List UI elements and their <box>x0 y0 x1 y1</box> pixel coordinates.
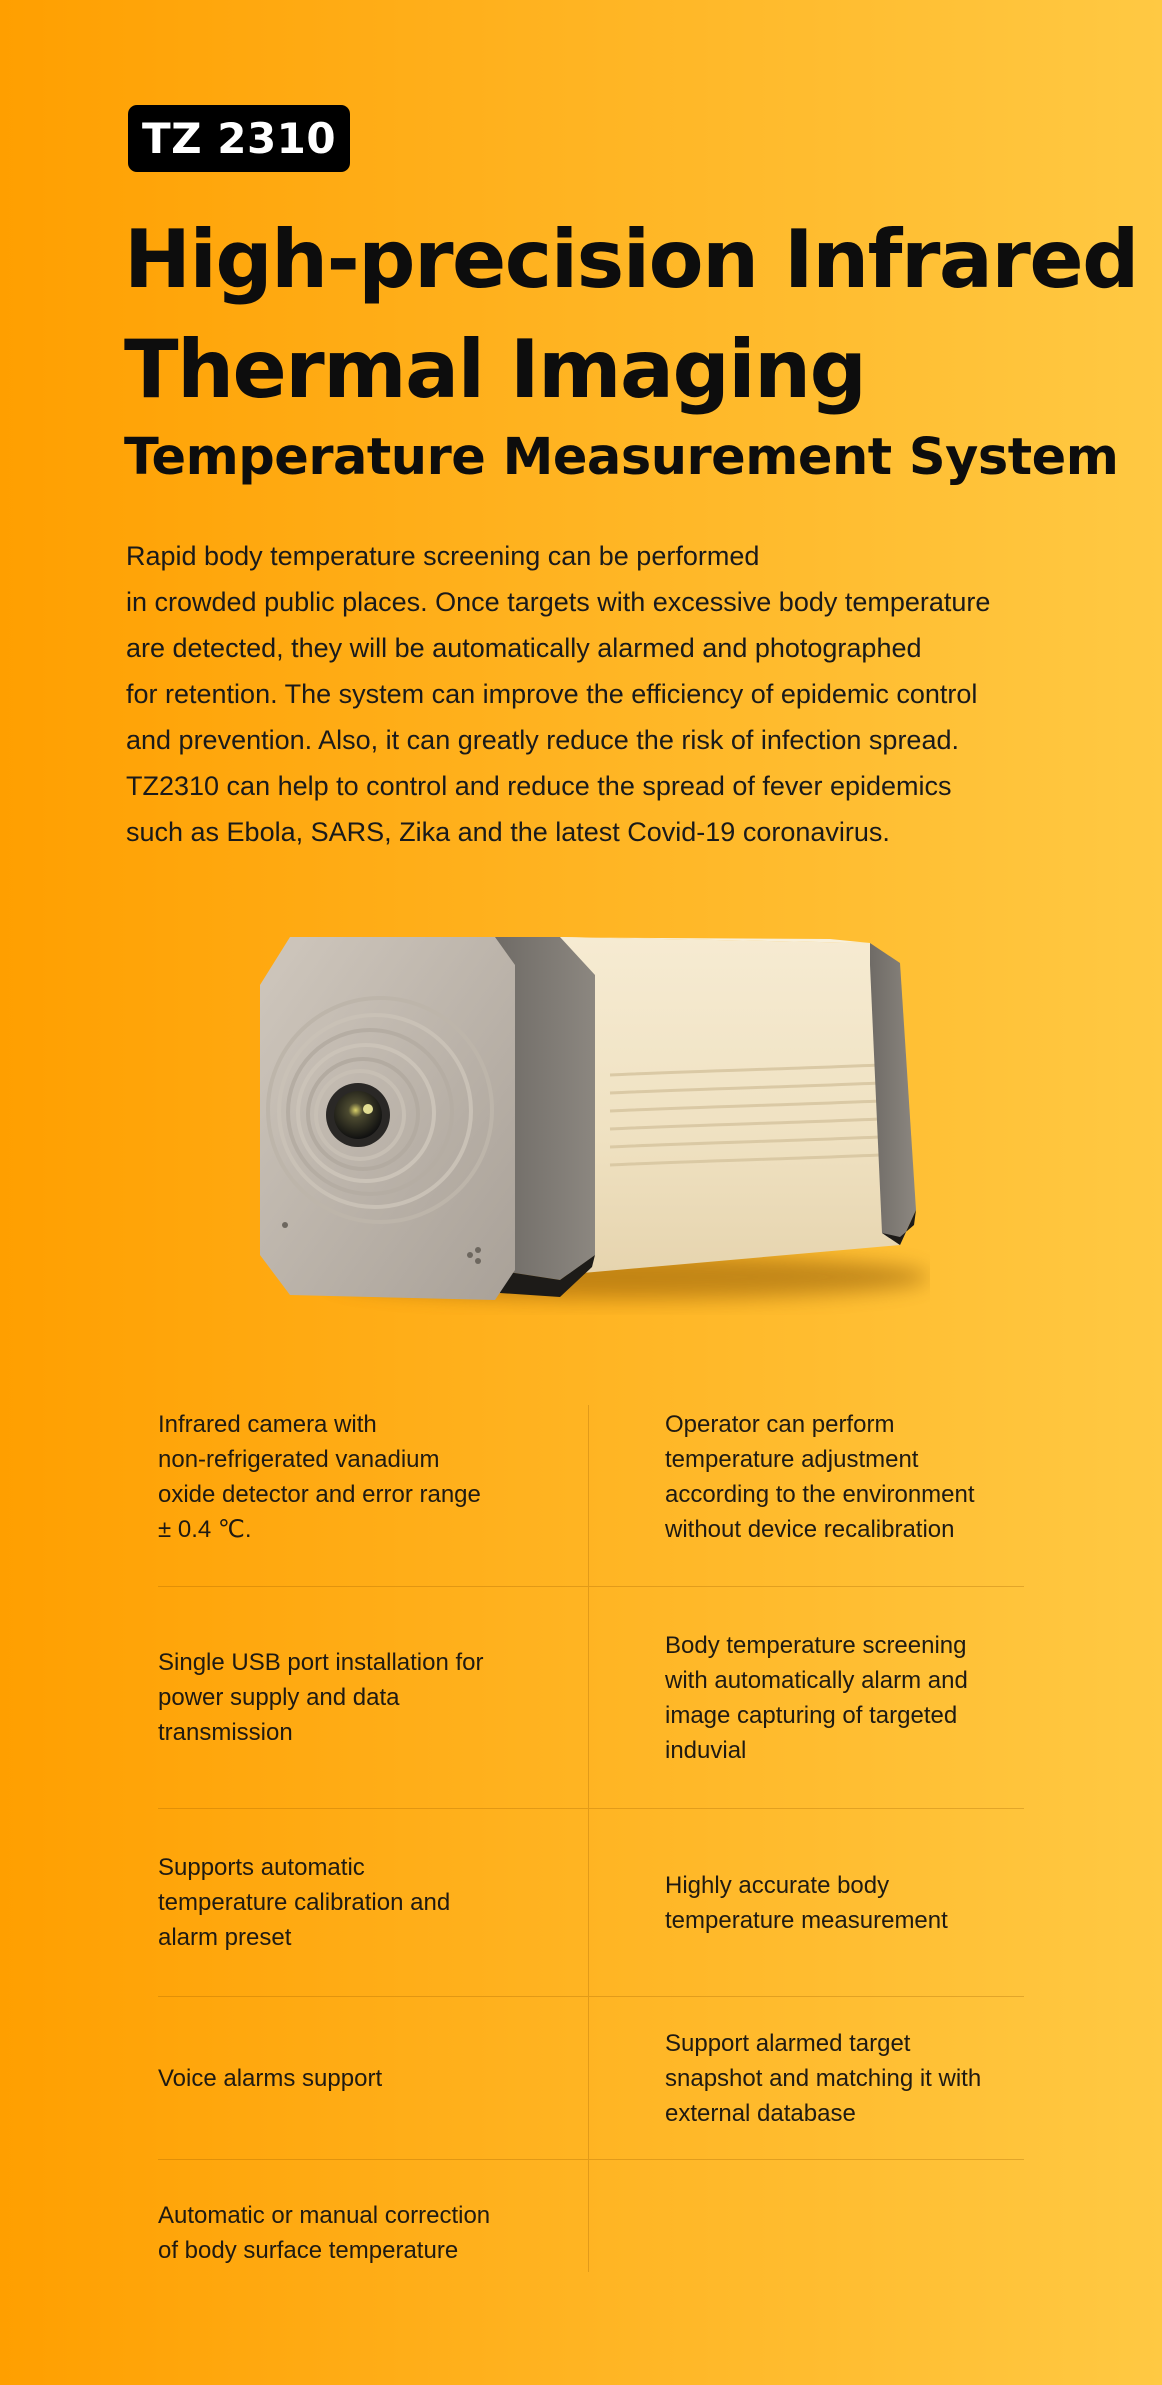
feature-text: according to the environment <box>665 1481 975 1508</box>
feature-text: without device recalibration <box>665 1516 955 1543</box>
feature-row <box>158 2160 1024 2272</box>
feature-row <box>158 1809 1024 1997</box>
page-title <box>124 205 1138 425</box>
intro-line: for retention. The system can improve the efficiency of epidemic control <box>126 679 978 709</box>
intro-line: in crowded public places. Once targets with excessive body temperature <box>126 587 991 617</box>
feature-text: ± 0.4 ℃. <box>158 1516 252 1543</box>
feature-row <box>158 1405 1024 1587</box>
feature-item <box>588 1809 1018 1996</box>
feature-row <box>158 1997 1024 2160</box>
intro-line: and prevention. Also, it can greatly reduce the risk of infection spread. <box>126 725 959 755</box>
feature-text: temperature measurement <box>665 1906 948 1934</box>
feature-text: Support alarmed target <box>665 2029 911 2057</box>
feature-grid <box>158 1405 1018 2272</box>
feature-text: temperature adjustment <box>665 1446 919 1473</box>
intro-line: Rapid body temperature screening can be performed <box>126 541 760 571</box>
feature-item <box>158 1405 588 1586</box>
feature-item <box>158 2160 588 2272</box>
title-line-2: Thermal Imaging <box>124 323 866 416</box>
feature-text: oxide detector and error range <box>158 1481 481 1508</box>
feature-text: temperature calibration and <box>158 1889 451 1916</box>
feature-item <box>158 1809 588 1996</box>
feature-row <box>158 1587 1024 1809</box>
thermal-camera-image <box>230 925 930 1315</box>
intro-line: such as Ebola, SARS, Zika and the latest Covid-19 coronavirus. <box>126 817 890 847</box>
feature-text: transmission <box>158 1719 293 1746</box>
title-line-1: High-precision Infrared <box>124 213 1138 306</box>
feature-text: of body surface temperature <box>158 2237 459 2264</box>
feature-item <box>158 1997 588 2159</box>
feature-text: snapshot and matching it with <box>665 2064 982 2092</box>
feature-item <box>158 1587 588 1808</box>
feature-text: with automatically alarm and <box>665 1666 968 1694</box>
feature-text: external database <box>665 2099 856 2127</box>
feature-text: alarm preset <box>158 1924 292 1951</box>
feature-item-empty <box>588 2160 1018 2272</box>
feature-text: induvial <box>665 1736 747 1764</box>
camera-lens <box>334 1091 382 1139</box>
feature-item <box>588 1405 1018 1586</box>
feature-text: Voice alarms support <box>158 2064 383 2092</box>
model-badge: TZ 2310 <box>128 105 350 172</box>
feature-item <box>588 1997 1018 2159</box>
feature-item <box>588 1587 1018 1808</box>
feature-text: Single USB port installation for <box>158 1649 484 1676</box>
feature-text: Highly accurate body <box>665 1871 890 1899</box>
intro-paragraph <box>126 533 1126 855</box>
camera-lens-glint <box>363 1104 373 1114</box>
intro-line: are detected, they will be automatically alarmed and photographed <box>126 633 922 663</box>
feature-text: power supply and data <box>158 1684 400 1711</box>
feature-text: Body temperature screening <box>665 1631 967 1659</box>
feature-text: non-refrigerated vanadium <box>158 1446 440 1473</box>
feature-text: Infrared camera with <box>158 1411 377 1438</box>
page-subtitle: Temperature Measurement System <box>124 428 1119 487</box>
intro-line: TZ2310 can help to control and reduce the spread of fever epidemics <box>126 771 952 801</box>
feature-text: Supports automatic <box>158 1854 365 1881</box>
feature-text: image capturing of targeted <box>665 1701 958 1729</box>
feature-text: Operator can perform <box>665 1411 895 1438</box>
feature-text: Automatic or manual correction <box>158 2202 491 2229</box>
